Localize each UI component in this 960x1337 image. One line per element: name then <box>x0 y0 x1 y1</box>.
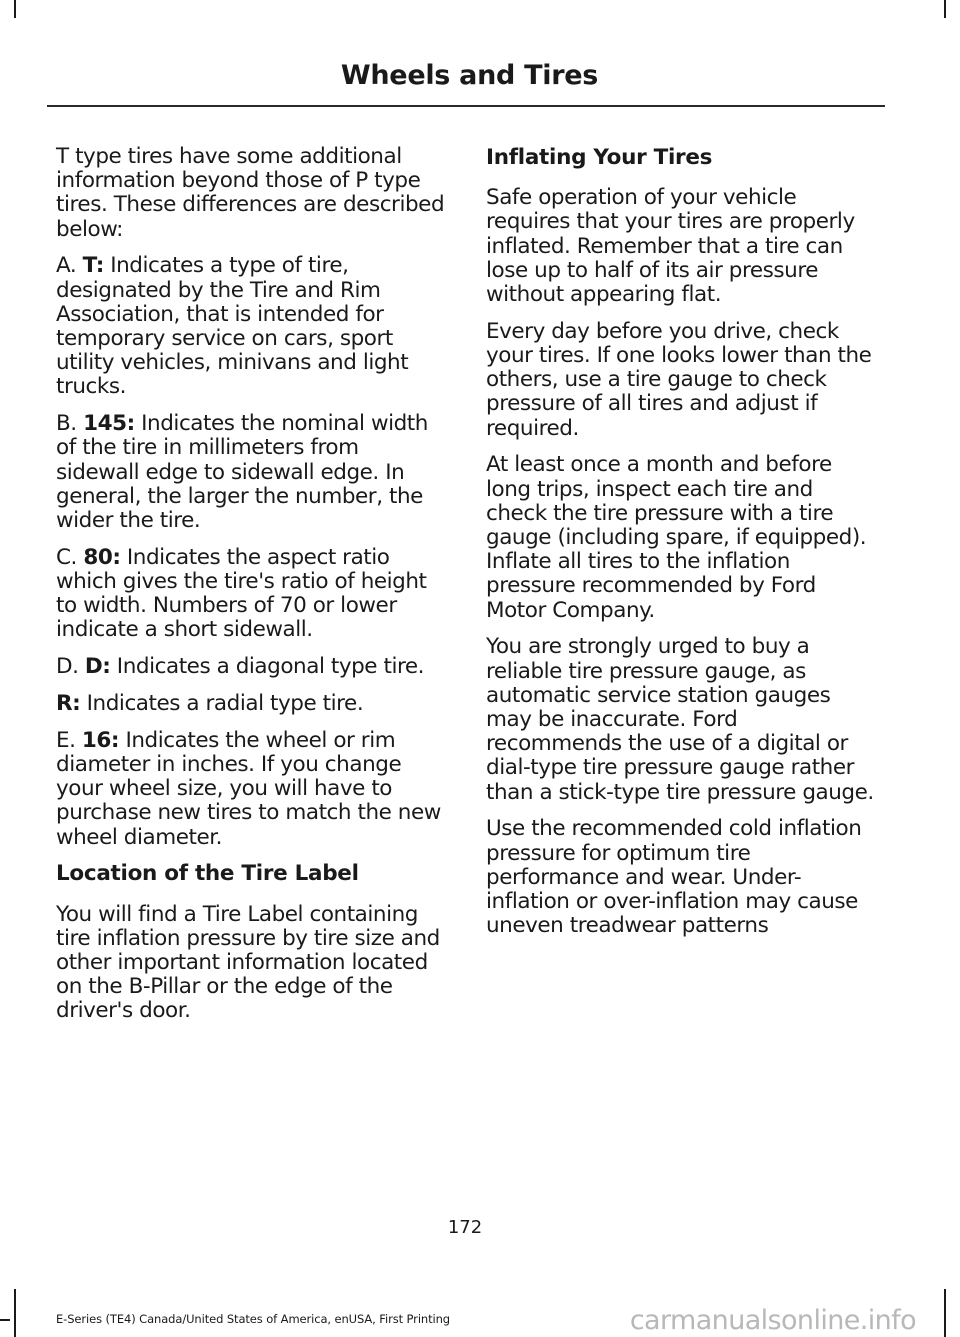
tire-code-item-d <box>56 655 448 679</box>
item-term: D: <box>84 654 111 680</box>
footer-edition-text: E-Series (TE4) Canada/United States of America, enUSA, First Printing <box>56 1312 450 1326</box>
item-text: Indicates a radial type tire. <box>80 691 364 717</box>
item-text: Indicates a diagonal type tire. <box>110 654 425 680</box>
item-text: Indicates the wheel or rim diameter in inches. If you change your wheel size, you will have to purchase new tires to match the new wheel diameter. <box>56 727 441 850</box>
item-prefix: D. <box>56 654 85 680</box>
crop-mark-bottom-right <box>944 1289 946 1337</box>
tire-code-item-r <box>56 692 448 716</box>
tire-label-location-paragraph: You will find a Tire Label containing tire inflation pressure by tire size and other important information located on the B-Pillar or the edge of the driver's door. <box>56 901 440 1024</box>
tire-label-location-heading: Location of the Tire Label <box>56 861 359 887</box>
intro-paragraph: T type tires have some additional information beyond those of P type tires. These differences are described below: <box>56 144 445 242</box>
right-column <box>486 146 878 951</box>
item-prefix: C. <box>56 544 84 570</box>
tire-code-item-a <box>56 254 448 399</box>
crop-mark-bottom-left-h <box>0 1319 10 1321</box>
tire-code-item-c <box>56 546 448 643</box>
inflation-paragraph-5: Use the recommended cold inflation pressure for optimum tire performance and wear. Under-inflation or over-inflation may cause uneven treadwear patterns <box>486 816 862 939</box>
crop-mark-top-left <box>14 0 16 18</box>
tire-code-item-e <box>56 729 448 850</box>
crop-mark-top-right <box>944 0 946 18</box>
item-text: Indicates a type of tire, designated by the Tire and Rim Association, that is intended for temporary service on cars, sport utility vehicles, minivans and light trucks. <box>56 253 409 400</box>
item-text: Indicates the aspect ratio which gives the tire's ratio of height to width. Numbers of 70 or lower indicate a short sidewall. <box>56 544 427 643</box>
item-term: T: <box>82 253 104 279</box>
inflation-paragraph-3: At least once a month and before long trips, inspect each tire and check the tire pressure with a tire gauge (including spare, if equipped). Inflate all tires to the inflation pressure recommended by Ford Motor Company. <box>486 452 867 623</box>
inflating-tires-heading: Inflating Your Tires <box>486 145 713 170</box>
crop-mark-bottom-left <box>14 1289 16 1337</box>
item-term: 80: <box>83 544 121 570</box>
inflation-paragraph-1: Safe operation of your vehicle requires that your tires are properly inflated. Remember that a tire can lose up to half of its air pressure without appearing flat. <box>486 185 855 308</box>
watermark-logo: carmanualsonline.info <box>629 1305 916 1336</box>
page-number: 172 <box>447 1217 483 1238</box>
page-title: Wheels and Tires <box>340 60 598 91</box>
header-divider <box>47 105 885 107</box>
left-column <box>56 145 448 1036</box>
item-prefix: B. <box>56 411 84 437</box>
item-term: 145: <box>83 411 135 437</box>
item-prefix: A. <box>56 253 83 279</box>
item-term: 16: <box>81 727 120 753</box>
item-prefix: E. <box>56 727 82 753</box>
item-term: R: <box>56 691 81 717</box>
inflation-paragraph-2: Every day before you drive, check your tires. If one looks lower than the others, use a tire gauge to check pressure of all tires and adjust if required. <box>486 318 872 441</box>
inflation-paragraph-4: You are strongly urged to buy a reliable tire pressure gauge, as automatic service station gauges may be inaccurate. Ford recommends the use of a digital or dial-type tire pressure gauge rather than a stick-type tire pressure gauge. <box>486 634 874 805</box>
item-text: Indicates the nominal width of the tire in millimeters from sidewall edge to sidewall edge. In general, the larger the number, the wider the tire. <box>56 411 428 534</box>
tire-code-item-b <box>56 412 448 533</box>
